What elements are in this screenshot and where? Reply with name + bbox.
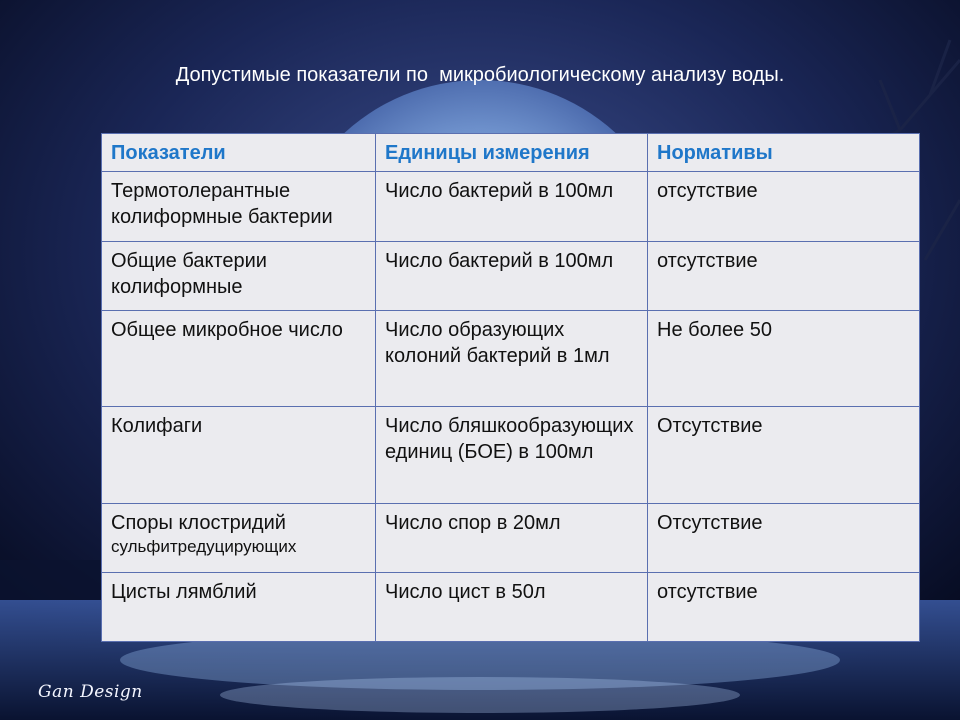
cell-norm: отсутствие [648, 172, 920, 242]
cell-indicator-subtext: сульфитредуцирующих [111, 537, 297, 556]
cell-norm: Отсутствие [648, 504, 920, 573]
cell-unit: Число цист в 50л [376, 573, 648, 642]
brand-logo: Gan Design [38, 682, 143, 702]
cell-norm: отсутствие [648, 242, 920, 311]
slide-title: Допустимые показатели по микробиологическому анализу воды. [175, 64, 785, 86]
cell-indicator [102, 504, 376, 573]
table-row [102, 573, 920, 642]
header-norms: Нормативы [648, 134, 920, 172]
table-row [102, 242, 920, 311]
cell-indicator: Колифаги [102, 407, 376, 504]
cell-indicator-main: Споры клостридий [111, 512, 286, 534]
cell-indicator: Термотолерантные колиформные бактерии [102, 172, 376, 242]
cell-norm: Отсутствие [648, 407, 920, 504]
header-indicators: Показатели [102, 134, 376, 172]
header-units: Единицы измерения [376, 134, 648, 172]
table-row [102, 504, 920, 573]
cell-indicator: Общее микробное число [102, 311, 376, 407]
table-row [102, 172, 920, 242]
cell-indicator: Общие бактерии колиформные [102, 242, 376, 311]
microbiology-norms-table [101, 133, 920, 642]
cell-unit: Число образующих колоний бактерий в 1мл [376, 311, 648, 407]
cell-norm: отсутствие [648, 573, 920, 642]
cell-unit: Число бактерий в 100мл [376, 172, 648, 242]
cell-unit: Число спор в 20мл [376, 504, 648, 573]
table-row [102, 311, 920, 407]
cell-unit: Число бляшкообразующих единиц (БОЕ) в 100мл [376, 407, 648, 504]
cell-unit: Число бактерий в 100мл [376, 242, 648, 311]
table-row [102, 407, 920, 504]
cell-norm: Не более 50 [648, 311, 920, 407]
cell-indicator: Цисты лямблий [102, 573, 376, 642]
table-header-row [102, 134, 920, 172]
